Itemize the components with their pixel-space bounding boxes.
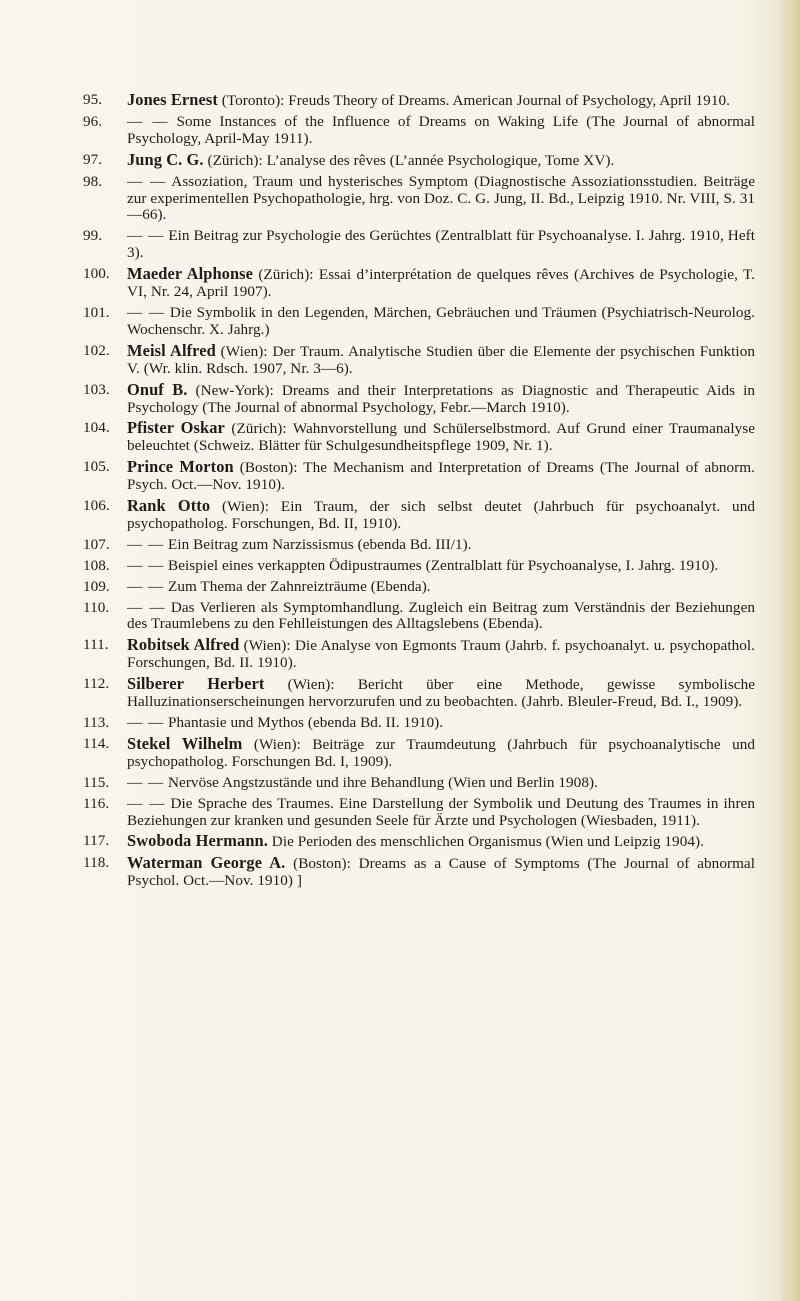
entry-number: 110. bbox=[83, 598, 110, 616]
entry-author: — — bbox=[127, 556, 165, 574]
entry-number: 98. bbox=[83, 172, 103, 190]
bibliography-entry bbox=[0, 114, 800, 148]
entry-author: — — bbox=[127, 112, 169, 130]
entry-text: (Toronto): Freuds Theory of Dreams. American Journal of Psychology, April 1910. bbox=[217, 92, 730, 109]
bibliography-entry bbox=[0, 340, 800, 378]
entry-author: Robitsek Alfred bbox=[127, 635, 240, 655]
entry-text: (Zürich): Essai d’interprétation de quelques rêves (Archives de Psychologie, T. VI, Nr. 24, April 1907). bbox=[127, 266, 755, 301]
entry-text: (Wien): Bericht über eine Methode, gewisse symbolische Halluzinationserscheinungen hervorzurufen und zu beobachten. (Jahrb. Bleuler-Freud, Bd. I., 1909). bbox=[127, 676, 755, 711]
entry-number: 116. bbox=[83, 794, 110, 812]
entry-text: Ein Beitrag zum Narzissismus (ebenda Bd. III/1). bbox=[164, 535, 472, 553]
entry-author: — — bbox=[127, 714, 165, 731]
entry-number: 107. bbox=[83, 535, 110, 553]
entry-text: (Boston): The Mechanism and Interpretation of Dreams (The Journal of abnorm. Psych. Oct.—Nov. 1910). bbox=[127, 459, 755, 494]
bibliography-entry bbox=[0, 796, 800, 830]
entry-author: Waterman George A. bbox=[127, 853, 286, 873]
entry-author: — — bbox=[127, 794, 166, 812]
entry-number: 114. bbox=[83, 734, 110, 752]
entry-text: (Zürich): Wahnvorstellung und Schülerselbstmord. Auf Grund einer Traumanalyse beleuchtet (Schweiz. Blätter für Schulgesundheitspflege 1909, Nr. 1). bbox=[127, 420, 755, 455]
entry-number: 101. bbox=[83, 303, 110, 321]
entry-author: Prince Morton bbox=[127, 457, 234, 477]
entry-author: Rank Otto bbox=[127, 496, 211, 516]
entry-text: (Wien): Der Traum. Analytische Studien über die Elemente der psychischen Funktion V. (Wr. klin. Rdsch. 1907, Nr. 3—6). bbox=[127, 342, 755, 377]
entry-number: 104. bbox=[83, 419, 110, 437]
entry-number: 112. bbox=[83, 675, 110, 693]
entry-text: Die Perioden des menschlichen Organismus (Wien und Leipzig 1904). bbox=[267, 833, 704, 851]
entry-author: — — bbox=[127, 598, 166, 616]
entry-author: Swoboda Hermann. bbox=[127, 831, 268, 851]
bibliography-entry bbox=[0, 537, 800, 554]
bibliography-entry bbox=[0, 558, 800, 575]
entry-text: (Wien): Beiträge zur Traumdeutung (Jahrbuch für psychoanalytische und psychopatholog. Forschungen Bd. I, 1909). bbox=[127, 735, 756, 770]
bibliography-entry bbox=[0, 149, 800, 170]
entry-number: 111. bbox=[83, 636, 109, 654]
entry-text: Some Instances of the Influence of Dreams on Waking Life (The Journal of abnormal Psychology, April-May 1911). bbox=[127, 112, 755, 147]
bibliography-entry bbox=[0, 579, 800, 596]
entry-author: Pfister Oskar bbox=[127, 418, 225, 438]
entry-number: 97. bbox=[83, 150, 103, 168]
entry-text: Das Verlieren als Symptomhandlung. Zugleich ein Beitrag zum Verständnis der Beziehungen des Traumlebens zu den Fehlleistungen des Alltagslebens (Ebenda). bbox=[127, 598, 756, 633]
entry-author: Jung C. G. bbox=[127, 149, 204, 169]
entry-number: 108. bbox=[83, 556, 110, 574]
entry-number: 99. bbox=[83, 227, 103, 245]
bibliography-entry bbox=[0, 855, 800, 890]
entry-text: (Zürich): L’analyse des rêves (L’année Psychologique, Tome XV). bbox=[203, 151, 615, 169]
entry-text: Nervöse Angstzustände und ihre Behandlung (Wien und Berlin 1908). bbox=[164, 773, 598, 791]
entry-number: 96. bbox=[83, 112, 103, 130]
bibliography-entry bbox=[0, 174, 800, 225]
bibliography-entry bbox=[0, 228, 800, 262]
entry-number: 113. bbox=[83, 714, 110, 731]
entry-number: 103. bbox=[83, 380, 110, 398]
entry-text: Die Symbolik in den Legenden, Märchen, Gebräuchen und Träumen (Psychiatrisch-Neurolog. Wochenschr. X. Jahrg.) bbox=[127, 303, 756, 338]
entry-author: Onuf B. bbox=[127, 379, 188, 399]
entry-text: (Wien): Die Analyse von Egmonts Traum (Jahrb. f. psychoanalyt. u. psychopathol. Forschungen, Bd. II. 1910). bbox=[127, 637, 756, 672]
bibliography-entry bbox=[0, 833, 800, 851]
bibliography-entry bbox=[0, 600, 800, 634]
entry-author: — — bbox=[127, 773, 165, 791]
entry-number: 100. bbox=[83, 265, 110, 283]
entry-number: 106. bbox=[83, 497, 110, 515]
entry-author: — — bbox=[127, 535, 165, 553]
entry-text: Ein Beitrag zur Psychologie des Gerüchtes (Zentralblatt für Psychoanalyse. I. Jahrg. 1910, Heft 3). bbox=[127, 227, 755, 262]
entry-text: Zum Thema der Zahnreizträume (Ebenda). bbox=[164, 577, 431, 595]
bibliography-entry bbox=[0, 733, 800, 771]
entry-number: 102. bbox=[83, 341, 110, 359]
entry-author: Meisl Alfred bbox=[127, 340, 216, 360]
entry-number: 109. bbox=[83, 577, 110, 595]
entry-author: — — bbox=[127, 303, 166, 321]
bibliography-entry bbox=[0, 92, 800, 110]
entry-author: Stekel Wilhelm bbox=[127, 733, 243, 753]
bibliography-list bbox=[0, 92, 800, 894]
entry-author: — — bbox=[127, 172, 167, 190]
bibliography-entry bbox=[0, 459, 800, 494]
bibliography-entry bbox=[0, 775, 800, 792]
entry-text: (Boston): Dreams as a Cause of Symptoms (The Journal of abnormal Psychol. Oct.—Nov. 1910) ] bbox=[127, 855, 755, 890]
bibliography-entry bbox=[0, 715, 800, 732]
bibliography-entry bbox=[0, 420, 800, 455]
entry-author: Jones Ernest bbox=[127, 90, 218, 109]
entry-number: 117. bbox=[83, 832, 110, 850]
bibliography-entry bbox=[0, 379, 800, 417]
bibliography-entry bbox=[0, 637, 800, 672]
entry-text: (Wien): Ein Traum, der sich selbst deutet (Jahrbuch für psychoanalyt. und psychopatholog. Forschungen, Bd. II, 1910). bbox=[127, 498, 755, 532]
bibliography-entry bbox=[0, 266, 800, 301]
entry-text: (New-York): Dreams and their Interpretations as Diagnostic and Therapeutic Aids in Psychology (The Journal of abnormal Psychology, Febr.—March 1910). bbox=[127, 381, 755, 416]
entry-text: Assoziation, Traum und hysterisches Symptom (Diagnostische Assoziationsstudien. Beiträge zur experimentellen Psychopathologie, hrg. von Doz. C. G. Jung, II. Bd., Leipzig 1910. Nr. VIII, S. 31—66). bbox=[127, 172, 755, 224]
bibliography-entry bbox=[0, 498, 800, 533]
entry-text: Phantasie und Mythos (ebenda Bd. II. 1910). bbox=[164, 714, 444, 731]
entry-number: 115. bbox=[83, 773, 110, 791]
entry-number: 118. bbox=[83, 854, 110, 872]
entry-number: 105. bbox=[83, 458, 110, 476]
entry-text: Die Sprache des Traumes. Eine Darstellung der Symbolik und Deutung des Traumes in ihren Beziehungen zur kranken und gesunden Seele für Ärzte und Psychologen (Wiesbaden, 1911). bbox=[127, 794, 755, 829]
entry-author: Silberer Herbert bbox=[127, 674, 265, 694]
entry-author: Maeder Alphonse bbox=[127, 264, 254, 284]
entry-author: — — bbox=[127, 227, 165, 245]
entry-text: Beispiel eines verkappten Ödipustraumes (Zentralblatt für Psychoanalyse, I. Jahrg. 1910). bbox=[164, 556, 719, 574]
entry-number: 95. bbox=[83, 91, 103, 108]
entry-author: — — bbox=[127, 577, 165, 595]
bibliography-entry bbox=[0, 676, 800, 711]
bibliography-entry bbox=[0, 305, 800, 339]
